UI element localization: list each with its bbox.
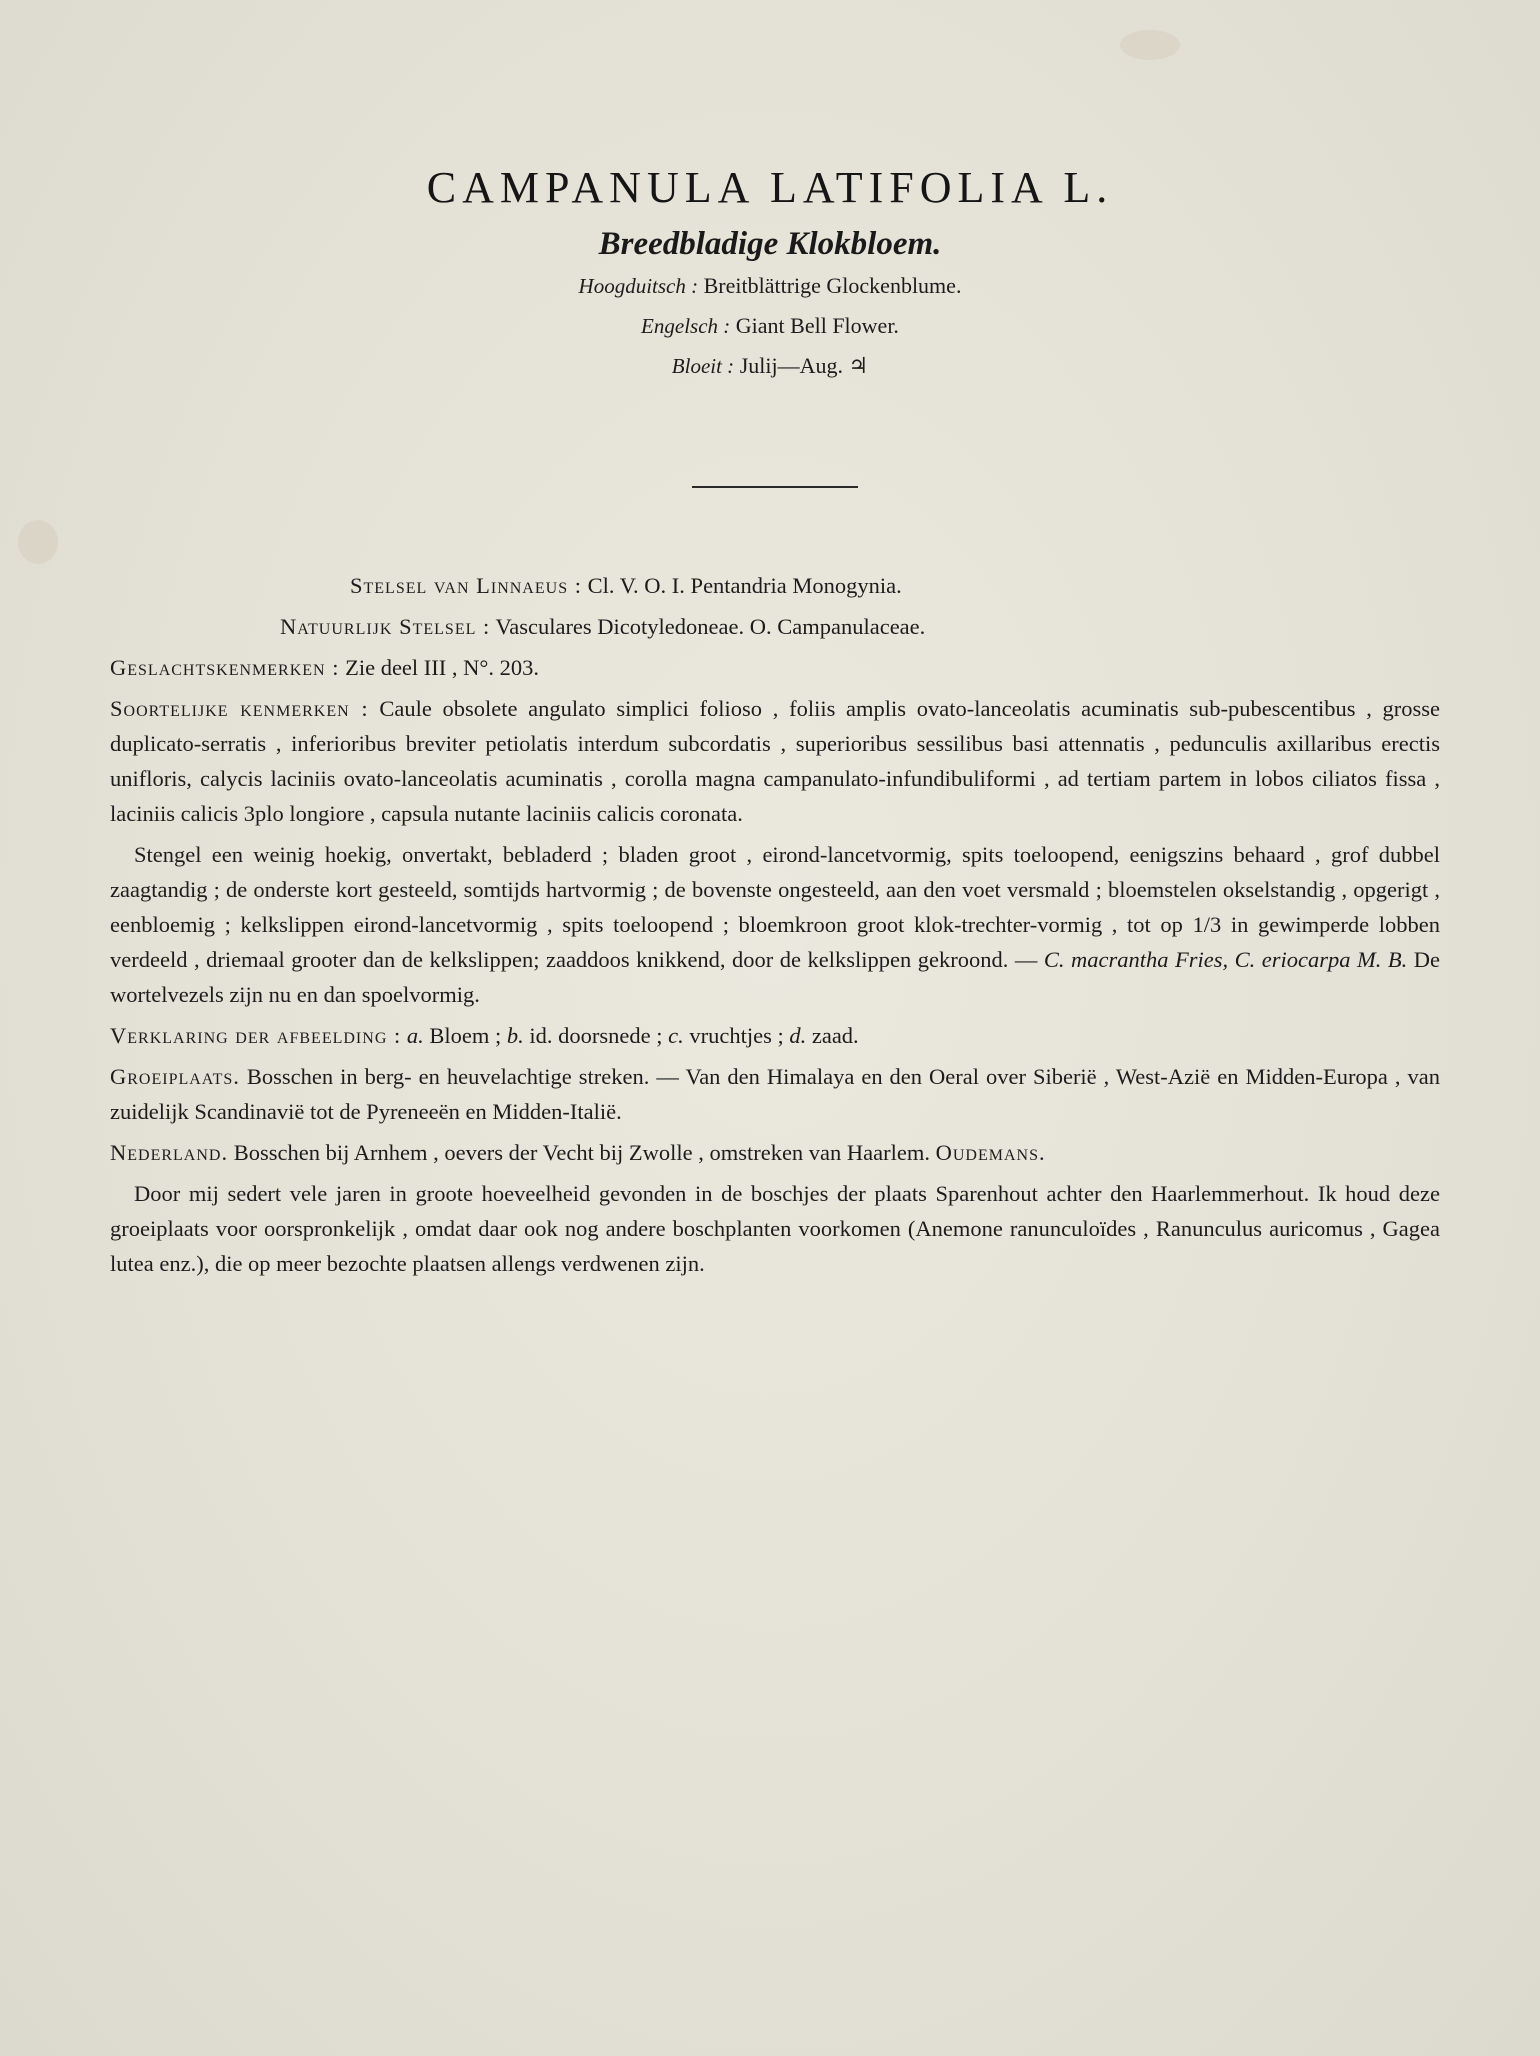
fig-c-text: vruchtjes ;: [689, 1023, 784, 1048]
description-tail: De wortelvezels zijn nu en dan spoelvormig.: [110, 947, 1441, 1007]
species-value: Caule obsolete angulato simplici folioso , foliis amplis ovato-lanceolatis acuminatis sub-pubescentibus , grosse duplicato-serratis , inferioribus breviter petiolatis interdum subcordatis , superioribus sessilibus basi attennatis , pedunculis axillaribus erectis unifloris, calycis laciniis ovato-lanceolatis acuminatis , corolla magna campanulato-infundibuliformi , ad tertiam partem in lobos ciliatos fissa , laciniis calicis 3plo longiore , capsula nutante laciniis calicis coronata.: [110, 696, 1441, 826]
german-name-line: [0, 266, 1540, 306]
natural-value: Vasculares Dicotyledoneae. O. Campanulaceae.: [495, 614, 926, 639]
genus-characteristics: [110, 650, 1440, 685]
german-name: Breitblättrige Glockenblume.: [703, 273, 962, 298]
linnaeus-label: Stelsel van Linnaeus :: [350, 573, 582, 598]
netherlands-label: Nederland.: [110, 1140, 229, 1165]
dutch-name: Breedbladige Klokbloem.: [598, 226, 942, 262]
fig-d-key: d.: [789, 1023, 807, 1048]
german-label: Hoogduitsch :: [578, 274, 699, 298]
genus-value: Zie deel III , N°. 203.: [345, 655, 540, 680]
header: [0, 158, 1540, 386]
habitat-value: Bosschen in berg- en heuvelachtige streken. — Van den Himalaya en den Oeral over Siberië , West-Azië en Midden-Europa , van zuidelijk Scandinavië tot de Pyreneeën en Midden-Italië.: [110, 1064, 1440, 1124]
fig-a-text: Bloem ;: [429, 1023, 502, 1048]
netherlands-paragraph: [110, 1135, 1440, 1170]
habitat-label: Groeiplaats.: [110, 1064, 240, 1089]
page-title: CAMPANULA LATIFOLIA L.: [426, 163, 1114, 212]
natural-system: [110, 609, 1440, 644]
natural-label: Natuurlijk Stelsel :: [280, 614, 491, 639]
habitat-paragraph: [110, 1059, 1440, 1129]
description-text: Stengel een weinig hoekig, onvertakt, bebladerd ; bladen groot , eirond-lancetvormig, spits toeloopend, eenigszins behaard , grof dubbel zaagtandig ; de onderste kort gesteeld, somtijds hartvormig ; de bovenste ongesteeld, aan den voet versmald ; bloemstelen okselstandig , opgerigt , eenbloemig ; kelkslippen eirond-lancetvormig , spits toeloopend ; bloemkroon groot klok-trechter-vormig , tot op 1/3 in gewimperde lobben verdeeld , driemaal grooter dan de kelkslippen; zaaddoos knikkend, door de kelkslippen gekroond. —: [110, 842, 1440, 972]
english-name-line: [0, 306, 1540, 346]
synonyms: C. macrantha Fries, C. eriocarpa M. B.: [1043, 947, 1408, 972]
bloom-period: Julij—Aug. ♃: [739, 353, 869, 378]
explanation-label: Verklaring der afbeelding :: [110, 1023, 402, 1048]
closing-paragraph: Door mij sedert vele jaren in groote hoeveelheid gevonden in de boschjes der plaats Sparenhout achter den Haarlemmerhout. Ik houd deze groeiplaats voor oorspronkelijk , omdat daar ook nog andere boschplanten voorkomen (Anemone ranunculoïdes , Ranunculus auricomus , Gagea lutea enz.), die op meer bezochte plaatsen allengs verdwenen zijn.: [110, 1181, 1440, 1276]
divider-rule: [692, 486, 858, 488]
species-label: Soortelijke kenmerken :: [110, 696, 369, 721]
netherlands-value: Bosschen bij Arnhem , oevers der Vecht bij Zwolle , omstreken van Haarlem.: [233, 1140, 930, 1165]
author-name: Oudemans.: [935, 1140, 1046, 1165]
fig-c-key: c.: [668, 1023, 684, 1048]
species-characteristics: [110, 691, 1440, 831]
paper-stain: [1120, 30, 1180, 60]
english-label: Engelsch :: [641, 314, 731, 338]
english-name: Giant Bell Flower.: [735, 313, 899, 338]
bloom-label: Bloeit :: [671, 354, 735, 378]
paper-stain: [18, 520, 58, 564]
fig-b-key: b.: [506, 1023, 524, 1048]
linnaeus-value: Cl. V. O. I. Pentandria Monogynia.: [587, 573, 902, 598]
body-text: [110, 568, 1440, 1287]
fig-d-text: zaad.: [811, 1023, 859, 1048]
fig-a-key: a.: [406, 1023, 424, 1048]
bloom-line: [0, 346, 1540, 386]
figure-explanation: [110, 1018, 1440, 1053]
genus-label: Geslachtskenmerken :: [110, 655, 340, 680]
linnaeus-system: [110, 568, 1440, 603]
description-paragraph: [110, 837, 1440, 1012]
fig-b-text: id. doorsnede ;: [529, 1023, 663, 1048]
